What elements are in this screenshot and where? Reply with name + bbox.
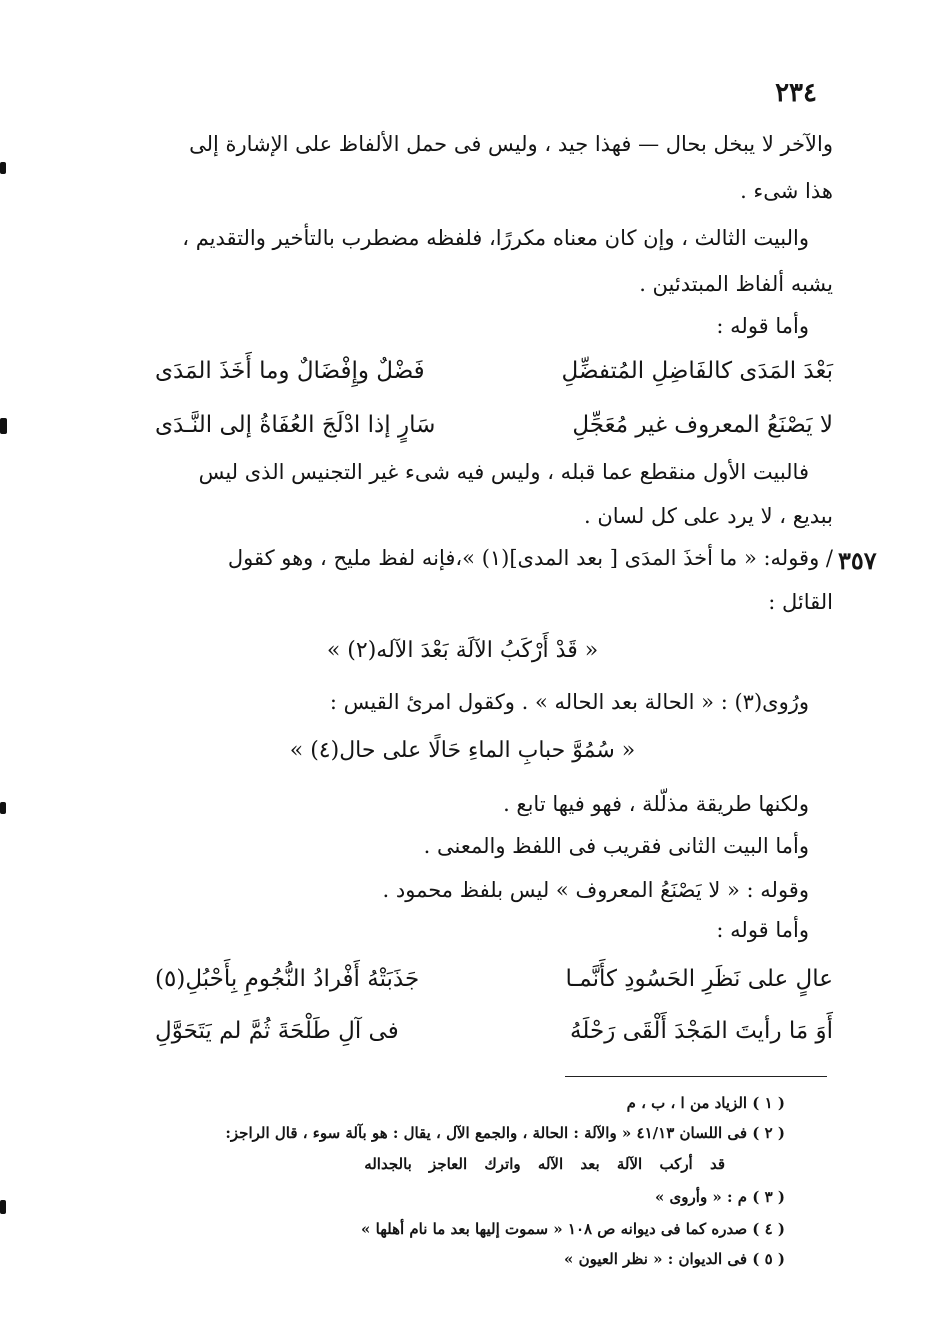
verse-hemistich: لا يَصْنَعُ المعروف غير مُعَجِّلِ — [572, 412, 833, 438]
quoted-verse: « قَدْ أَرْكَبُ الآلَة بَعْدَ الآله(٢) » — [326, 638, 599, 663]
scan-mark — [0, 802, 6, 814]
body-line: والبيت الثالث ، وإن كان معناه مكررًا، فلفظه مضطرب بالتأخير والتقديم ، — [182, 226, 809, 250]
scan-mark — [0, 1200, 6, 1214]
body-line: وأما قوله : — [716, 314, 809, 338]
footnote: ( ٣ ) م : « وأروى » — [654, 1188, 785, 1206]
body-line: / وقوله: « ما أخذَ المدَى [ بعد المدى](١) »،فإنه لفظ مليح ، وهو كقول — [227, 546, 833, 570]
body-line: وأما البيت الثانى فقريب فى اللفظ والمعنى . — [423, 834, 809, 858]
verse-hemistich: جَذَبَتْهُ أَفْرادُ النُّجُومِ بِأَحْبُلِ(٥) — [155, 966, 420, 992]
scan-mark — [0, 162, 6, 174]
footnote: ( ١ ) الزياد من ا ، ب ، م — [626, 1094, 785, 1112]
page-number: ٢٣٤ — [775, 78, 817, 108]
verse-hemistich: أَوَ مَا رأيتَ المَجْدَ أَلْقَى رَحْلَهُ — [570, 1018, 833, 1044]
footnote-divider — [565, 1076, 827, 1077]
footnote: ( ٤ ) صدره كما فى ديوانه ص ١٠٨ « سموت إليها بعد ما نام أهلها » — [361, 1220, 785, 1238]
body-line: ولكنها طريقة مذلّلة ، فهو فيها تابع . — [503, 792, 809, 816]
verse-hemistich: فى آلِ طَلْحَةَ ثُمَّ لم يَتَحَوَّلِ — [155, 1018, 399, 1044]
footnote-verse: قد أركب الآلة بعد الآله واترك العاجز بالجداله — [364, 1155, 725, 1173]
margin-page-number: ٣٥٧ — [838, 546, 877, 575]
body-line: فالبيت الأول منقطع عما قبله ، وليس فيه شىء غير التجنيس الذى ليس — [198, 460, 809, 484]
quoted-verse: « سُمُوَّ حبابِ الماءِ حَالًا على حال(٤) » — [289, 738, 636, 763]
body-line: ورُوى(٣) : « الحالة بعد الحاله » . وكقول امرئ القيس : — [329, 690, 809, 714]
footnote: ( ٥ ) فى الديوان : « نظر العيون » — [564, 1250, 785, 1268]
body-line: والآخر لا يبخل بحال — فهذا جيد ، وليس فى حمل الألفاظ على الإشارة إلى — [189, 132, 833, 156]
body-line: وأما قوله : — [716, 918, 809, 942]
body-line: ببديع ، لا يرد على كل لسان . — [583, 504, 833, 528]
body-line: يشبه ألفاظ المبتدئين . — [639, 272, 833, 296]
verse-hemistich: فَضْلٌ وإِفْضَالٌ وما أَخَذَ المَدَى — [155, 358, 425, 384]
scan-mark — [0, 418, 7, 434]
verse-hemistich: عالٍ على نَظَرِ الحَسُودِ كأَنَّمـا — [565, 966, 833, 992]
body-line: هذا شىء . — [740, 179, 833, 203]
body-line: القائل : — [768, 590, 833, 614]
footnote: ( ٢ ) فى اللسان ٤١/١٣ « والآلة : الحالة ، والجمع الآل ، يقال : هو بآلة سوء ، قال الراجز: — [225, 1124, 785, 1142]
verse-hemistich: بَعْدَ المَدَى كالفَاضِلِ المُتفضِّلِ — [561, 358, 833, 384]
body-line: وقوله : « لا يَصْنَعُ المعروف » ليس بلفظ محمود . — [382, 878, 809, 902]
verse-hemistich: سَارٍ إذا ادْلَجَ العُفَاةُ إلى النَّـدَى — [155, 412, 436, 438]
